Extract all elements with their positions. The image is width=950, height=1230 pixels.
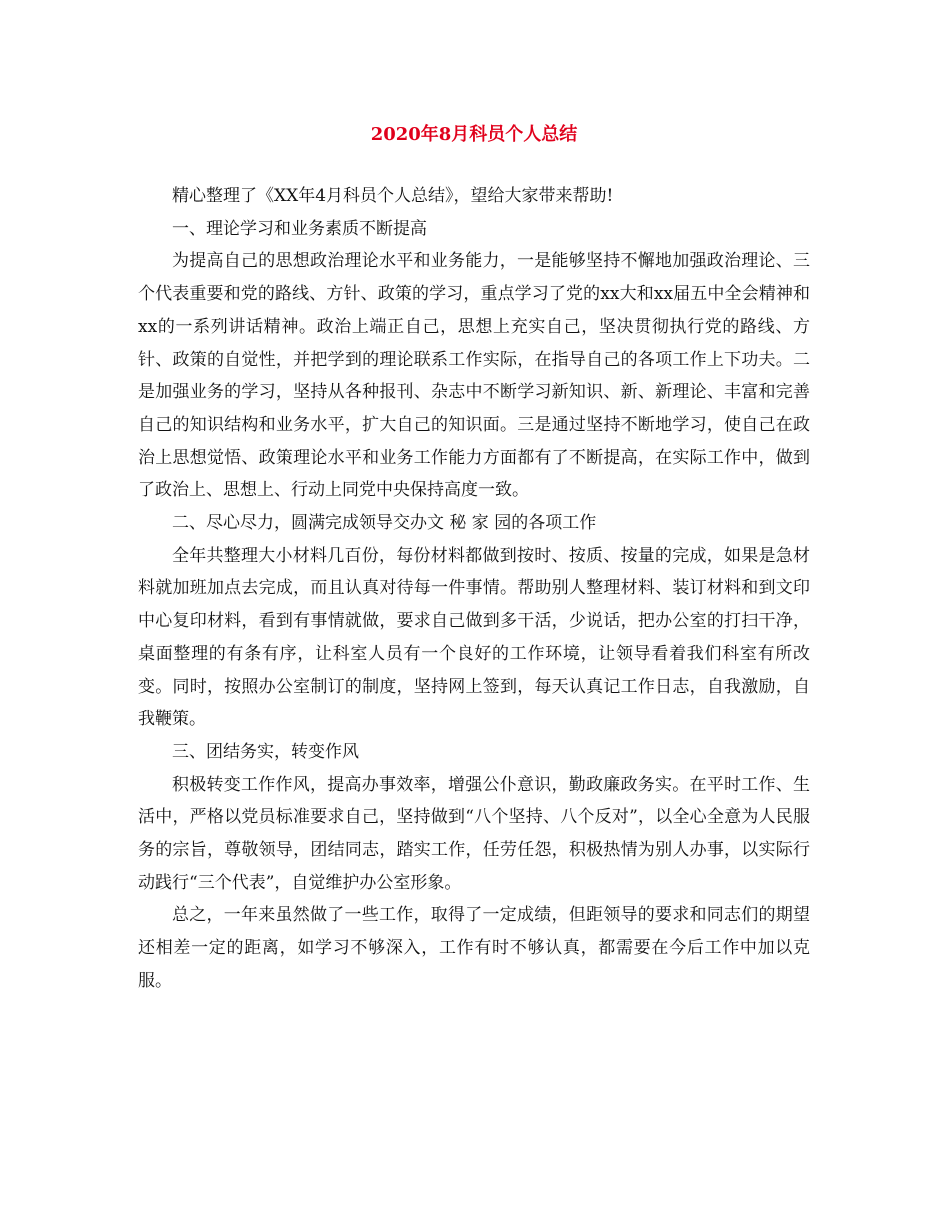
- body-paragraph: 全年共整理大小材料几百份，每份材料都做到按时、按质、按量的完成，如果是急材料就加班加点去完成，而且认真对待每一件事情。帮助别人整理材料、装订材料和到文印中心复印材料，看到有事情就做，要求自己做到多干活，少说话，把办公室的打扫干净，桌面整理的有条有序，让科室人员有一个良好的工作环境，让领导看着我们科室有所改变。同时，按照办公室制订的制度，坚持网上签到，每天认真记工作日志，自我激励，自我鞭策。: [138, 545, 810, 730]
- document-body: [138, 180, 810, 998]
- section-heading-2: 二、尽心尽力，圆满完成领导交办文 秘 家 园的各项工作: [172, 513, 597, 534]
- document-title: 2020年8月科员个人总结: [370, 124, 578, 145]
- body-paragraph: 积极转变工作作风，提高办事效率，增强公仆意识，勤政廉政务实。在平时工作、生活中，严格以党员标准要求自己，坚持做到“八个坚持、八个反对”，以全心全意为人民服务的宗旨，尊敬领导，团结同志，踏实工作，任劳任怨，积极热情为别人办事，以实际行动践行“三个代表”，自觉维护办公室形象。: [138, 774, 810, 893]
- section-heading-1: 一、理论学习和业务素质不断提高: [172, 218, 427, 239]
- body-paragraph: 为提高自己的思想政治理论水平和业务能力，一是能够坚持不懈地加强政治理论、三个代表重要和党的路线、方针、政策的学习，重点学习了党的xx大和xx届五中全会精神和xx的一系列讲话精神。政治上端正自己，思想上充实自己，坚决贯彻执行党的路线、方针、政策的自觉性，并把学到的理论联系工作实际，在指导自己的各项工作上下功夫。二是加强业务的学习，坚持从各种报刊、杂志中不断学习新知识、新、新理论、丰富和完善自己的知识结构和业务水平，扩大自己的知识面。三是通过坚持不断地学习，使自己在政治上思想觉悟、政策理论水平和业务工作能力方面都有了不断提高，在实际工作中，做到了政治上、思想上、行动上同党中央保持高度一致。: [138, 251, 810, 501]
- section-heading-3: 三、团结务实，转变作风: [172, 741, 359, 762]
- conclusion-paragraph: 总之，一年来虽然做了一些工作，取得了一定成绩，但距领导的要求和同志们的期望还相差一定的距离，如学习不够深入，工作有时不够认真，都需要在今后工作中加以克服。: [138, 905, 810, 991]
- intro-paragraph: 精心整理了《XX年4月科员个人总结》，望给大家带来帮助!: [172, 186, 614, 206]
